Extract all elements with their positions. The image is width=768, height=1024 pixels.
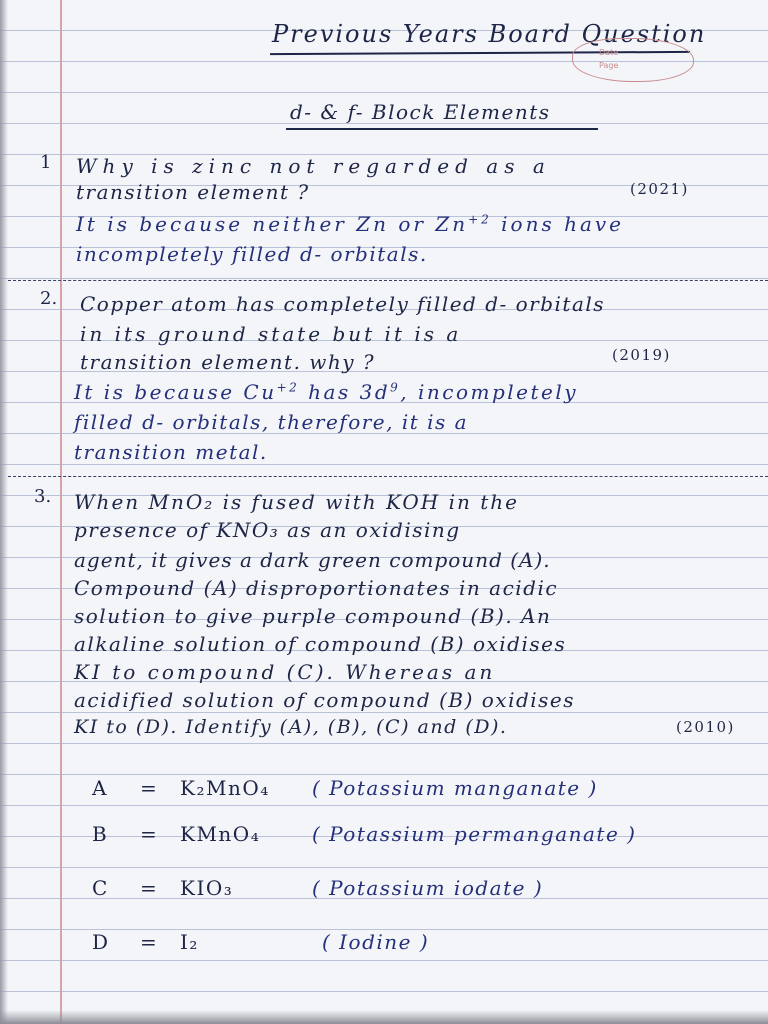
question-3-line-6: alkaline solution of compound (B) oxidises — [74, 632, 567, 656]
answer-1-superscript: +2 — [468, 212, 492, 227]
answer-2-line-2: filled d- orbitals, therefore, it is a — [74, 410, 469, 434]
answer-c-label: C — [92, 876, 109, 900]
answer-a-label: A — [92, 776, 108, 800]
page-bottom-shadow — [0, 1010, 768, 1024]
question-3-line-9: KI to (D). Identify (A), (B), (C) and (D). — [74, 716, 508, 738]
answer-d-label: D — [92, 930, 110, 954]
question-3-line-8: acidified solution of compound (B) oxidises — [74, 688, 576, 712]
answer-b-formula: KMnO₄ — [180, 822, 261, 846]
answer-1-tail: ions have — [501, 212, 625, 236]
question-separator-1 — [8, 280, 768, 281]
question-1-number: 1 — [40, 152, 52, 173]
answer-1-line-2: incompletely filled d- orbitals. — [76, 242, 428, 266]
section-subtitle: d- & f- Block Elements — [290, 100, 551, 124]
answer-c-name: ( Potassium iodate ) — [312, 876, 544, 900]
page-title: Previous Years Board Question — [272, 20, 707, 48]
question-3-line-7: KI to compound (C). Whereas an — [74, 660, 496, 684]
answer-2-mid: has 3d — [308, 380, 391, 404]
question-3-line-3: agent, it gives a dark green compound (A). — [74, 548, 551, 572]
answer-b-name: ( Potassium permanganate ) — [312, 822, 637, 846]
answer-d-name: ( Iodine ) — [322, 930, 430, 954]
subtitle-underline — [286, 128, 598, 130]
question-3-line-1: When MnO₂ is fused with KOH in the — [74, 490, 519, 514]
answer-1-text: It is because neither Zn or Zn — [76, 212, 469, 236]
question-3-line-4: Compound (A) disproportionates in acidic — [74, 576, 559, 600]
answer-c-equals: = — [140, 876, 159, 900]
stamp-page-label: Page — [599, 61, 619, 70]
question-2-number: 2. — [40, 288, 58, 309]
answer-2-superscript-2: 9 — [390, 380, 401, 395]
margin-line — [60, 0, 62, 1024]
answer-2-text: It is because Cu — [74, 380, 277, 404]
question-2-year: (2019) — [612, 346, 671, 364]
question-3-line-5: solution to give purple compound (B). An — [74, 604, 552, 628]
question-separator-2 — [8, 476, 768, 477]
question-2-line-2: in its ground state but it is a — [80, 322, 462, 346]
answer-a-name: ( Potassium manganate ) — [312, 776, 598, 800]
stamp-date-label: Date — [599, 48, 619, 57]
answer-2-line-3: transition metal. — [74, 440, 268, 464]
answer-2-superscript: +2 — [276, 380, 300, 395]
answer-b-label: B — [92, 822, 109, 846]
answer-d-formula: I₂ — [180, 930, 199, 954]
question-3-year: (2010) — [676, 718, 735, 736]
question-2-line-3: transition element. why ? — [80, 350, 376, 374]
answer-a-formula: K₂MnO₄ — [180, 776, 270, 800]
question-1-year: (2021) — [630, 180, 689, 198]
question-3-line-2: presence of KNO₃ as an oxidising — [74, 518, 461, 542]
answer-c-formula: KIO₃ — [180, 876, 234, 900]
answer-1-line-1 — [76, 212, 624, 236]
answer-2-line-1 — [74, 380, 578, 404]
answer-2-tail: , incompletely — [400, 380, 579, 404]
question-1-line-2: transition element ? — [76, 180, 310, 204]
question-1-line-1: Why is zinc not regarded as a — [76, 154, 551, 178]
answer-b-equals: = — [140, 822, 159, 846]
date-page-stamp — [572, 38, 694, 82]
question-2-line-1: Copper atom has completely filled d- orbitals — [80, 292, 606, 316]
answer-d-equals: = — [140, 930, 159, 954]
page-edge-shadow — [0, 0, 8, 1024]
answer-a-equals: = — [140, 776, 159, 800]
question-3-number: 3. — [34, 486, 52, 507]
